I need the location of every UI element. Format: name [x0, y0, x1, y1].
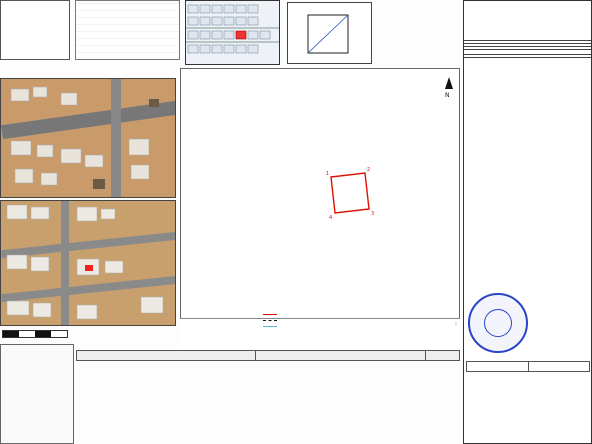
right-panel — [463, 0, 592, 444]
plan-svg — [181, 69, 461, 331]
bounds-table — [76, 350, 460, 361]
satellite-upper-svg — [1, 79, 176, 198]
top-left-box-2 — [75, 0, 180, 60]
inset-parcel-svg — [288, 3, 373, 65]
coords-table — [466, 361, 590, 372]
legend-row-3 — [182, 324, 277, 330]
key-map — [185, 0, 280, 65]
seal-inner — [484, 309, 512, 337]
scale-bar — [2, 330, 68, 338]
left-margin-stamp — [0, 344, 74, 444]
bounds-header-nature — [77, 351, 256, 361]
notes-line-1: : — [454, 320, 457, 327]
legend-items — [182, 312, 277, 342]
svg-text:4: 4 — [329, 215, 333, 221]
key-map-svg — [186, 1, 280, 65]
satellite-image-lower — [0, 200, 176, 326]
bounds-header-dir — [426, 351, 460, 361]
svg-text:1: 1 — [326, 171, 330, 177]
target-parcel — [331, 173, 369, 213]
coords-area-value — [528, 361, 590, 371]
north-arrow — [445, 77, 453, 99]
inset-parcel-sketch — [287, 2, 372, 64]
satellite-image-upper — [0, 78, 176, 198]
survey-owner-row — [464, 55, 591, 58]
top-left-box-1 — [0, 0, 70, 60]
svg-text:2: 2 — [367, 167, 371, 173]
right-header — [464, 1, 591, 41]
plan-drawing — [180, 68, 460, 330]
svg-text:N: N — [445, 92, 450, 99]
bounds-header-deed — [256, 351, 426, 361]
official-seal — [468, 293, 528, 353]
coords-area-label — [467, 361, 529, 371]
svg-text:3: 3 — [371, 211, 375, 217]
satellite-lower-svg — [1, 201, 176, 326]
